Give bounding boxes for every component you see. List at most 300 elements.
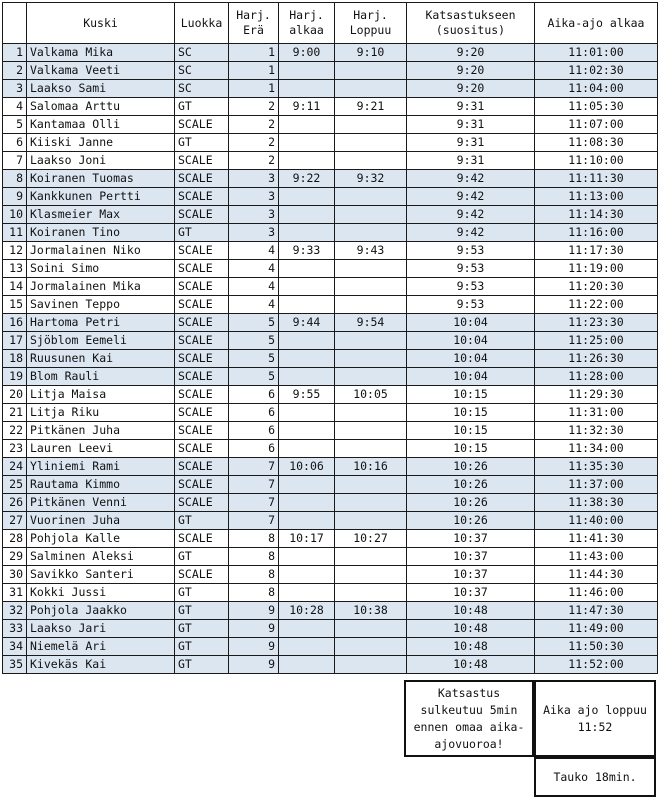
header-row bbox=[3, 3, 658, 44]
table-row bbox=[3, 188, 658, 206]
table-row bbox=[3, 548, 658, 566]
row-number: 3 bbox=[3, 80, 27, 98]
timetrial-start: 11:08:30 bbox=[535, 134, 658, 152]
table-row bbox=[3, 404, 658, 422]
schedule-table bbox=[2, 2, 658, 674]
driver-name: Laakso Jari bbox=[27, 620, 175, 638]
heat-number: 5 bbox=[229, 368, 279, 386]
heat-number: 6 bbox=[229, 440, 279, 458]
timetrial-start: 11:47:30 bbox=[535, 602, 658, 620]
practice-end: 9:10 bbox=[335, 44, 407, 62]
table-row bbox=[3, 584, 658, 602]
inspection-time: 10:04 bbox=[407, 332, 535, 350]
row-number: 11 bbox=[3, 224, 27, 242]
practice-end bbox=[335, 206, 407, 224]
inspection-time: 10:15 bbox=[407, 404, 535, 422]
driver-name: Rautama Kimmo bbox=[27, 476, 175, 494]
timetrial-start: 11:29:30 bbox=[535, 386, 658, 404]
driver-class: GT bbox=[175, 548, 229, 566]
table-row bbox=[3, 260, 658, 278]
table-row bbox=[3, 152, 658, 170]
driver-name: Litja Maisa bbox=[27, 386, 175, 404]
driver-name: Valkama Mika bbox=[27, 44, 175, 62]
driver-class: SCALE bbox=[175, 296, 229, 314]
practice-start bbox=[279, 548, 335, 566]
row-number: 23 bbox=[3, 440, 27, 458]
table-row bbox=[3, 296, 658, 314]
practice-start bbox=[279, 278, 335, 296]
heat-number: 3 bbox=[229, 170, 279, 188]
driver-name: Lauren Leevi bbox=[27, 440, 175, 458]
driver-name: Yliniemi Rami bbox=[27, 458, 175, 476]
practice-end bbox=[335, 620, 407, 638]
practice-end: 10:27 bbox=[335, 530, 407, 548]
inspection-time: 9:53 bbox=[407, 296, 535, 314]
header-timetrial: Aika-ajo alkaa bbox=[535, 3, 658, 44]
practice-end: 9:32 bbox=[335, 170, 407, 188]
driver-name: Salomaa Arttu bbox=[27, 98, 175, 116]
inspection-time: 10:48 bbox=[407, 656, 535, 674]
driver-name: Koiranen Tuomas bbox=[27, 170, 175, 188]
timetrial-start: 11:50:30 bbox=[535, 638, 658, 656]
practice-end bbox=[335, 494, 407, 512]
driver-class: GT bbox=[175, 134, 229, 152]
driver-class: SC bbox=[175, 44, 229, 62]
timetrial-start: 11:13:00 bbox=[535, 188, 658, 206]
driver-class: SCALE bbox=[175, 350, 229, 368]
driver-class: GT bbox=[175, 224, 229, 242]
practice-start bbox=[279, 566, 335, 584]
row-number: 6 bbox=[3, 134, 27, 152]
driver-name: Kankkunen Pertti bbox=[27, 188, 175, 206]
driver-name: Savikko Santeri bbox=[27, 566, 175, 584]
heat-number: 1 bbox=[229, 80, 279, 98]
row-number: 10 bbox=[3, 206, 27, 224]
inspection-time: 9:31 bbox=[407, 98, 535, 116]
heat-number: 4 bbox=[229, 242, 279, 260]
row-number: 7 bbox=[3, 152, 27, 170]
table-row bbox=[3, 512, 658, 530]
driver-name: Kantamaa Olli bbox=[27, 116, 175, 134]
row-number: 2 bbox=[3, 62, 27, 80]
timetrial-start: 11:26:30 bbox=[535, 350, 658, 368]
heat-number: 7 bbox=[229, 458, 279, 476]
timetrial-start: 11:19:00 bbox=[535, 260, 658, 278]
timetrial-start: 11:38:30 bbox=[535, 494, 658, 512]
row-number: 14 bbox=[3, 278, 27, 296]
practice-end bbox=[335, 296, 407, 314]
driver-class: SCALE bbox=[175, 566, 229, 584]
driver-name: Pitkänen Juha bbox=[27, 422, 175, 440]
table-row bbox=[3, 422, 658, 440]
inspection-time: 10:15 bbox=[407, 440, 535, 458]
header-inspection: Katsastukseen (suositus) bbox=[407, 3, 535, 44]
row-number: 5 bbox=[3, 116, 27, 134]
practice-start bbox=[279, 494, 335, 512]
table-row bbox=[3, 62, 658, 80]
row-number: 13 bbox=[3, 260, 27, 278]
heat-number: 9 bbox=[229, 638, 279, 656]
practice-start bbox=[279, 404, 335, 422]
practice-start bbox=[279, 656, 335, 674]
heat-number: 8 bbox=[229, 530, 279, 548]
practice-end: 9:21 bbox=[335, 98, 407, 116]
heat-number: 3 bbox=[229, 224, 279, 242]
practice-start: 9:11 bbox=[279, 98, 335, 116]
practice-start: 9:55 bbox=[279, 386, 335, 404]
row-number: 4 bbox=[3, 98, 27, 116]
driver-name: Kiiski Janne bbox=[27, 134, 175, 152]
inspection-time: 10:26 bbox=[407, 458, 535, 476]
timetrial-start: 11:10:00 bbox=[535, 152, 658, 170]
driver-name: Pohjola Jaakko bbox=[27, 602, 175, 620]
inspection-time: 10:15 bbox=[407, 386, 535, 404]
practice-end bbox=[335, 134, 407, 152]
practice-start: 9:33 bbox=[279, 242, 335, 260]
driver-name: Valkama Veeti bbox=[27, 62, 175, 80]
row-number: 27 bbox=[3, 512, 27, 530]
table-row bbox=[3, 386, 658, 404]
row-number: 15 bbox=[3, 296, 27, 314]
timetrial-start: 11:01:00 bbox=[535, 44, 658, 62]
practice-start bbox=[279, 332, 335, 350]
row-number: 28 bbox=[3, 530, 27, 548]
driver-class: GT bbox=[175, 656, 229, 674]
row-number: 26 bbox=[3, 494, 27, 512]
timetrial-start: 11:34:00 bbox=[535, 440, 658, 458]
inspection-time: 9:53 bbox=[407, 278, 535, 296]
timetrial-start: 11:23:30 bbox=[535, 314, 658, 332]
practice-start bbox=[279, 260, 335, 278]
inspection-note: Katsastus sulkeutuu 5min ennen omaa aika-ajovuoroa! bbox=[404, 680, 534, 757]
practice-start bbox=[279, 476, 335, 494]
practice-start: 10:06 bbox=[279, 458, 335, 476]
table-row bbox=[3, 98, 658, 116]
practice-start bbox=[279, 206, 335, 224]
header-class: Luokka bbox=[175, 3, 229, 44]
inspection-time: 10:26 bbox=[407, 476, 535, 494]
timetrial-start: 11:11:30 bbox=[535, 170, 658, 188]
driver-class: GT bbox=[175, 584, 229, 602]
heat-number: 4 bbox=[229, 296, 279, 314]
inspection-time: 9:31 bbox=[407, 116, 535, 134]
heat-number: 6 bbox=[229, 404, 279, 422]
driver-class: SCALE bbox=[175, 476, 229, 494]
inspection-time: 9:20 bbox=[407, 44, 535, 62]
practice-start: 9:44 bbox=[279, 314, 335, 332]
row-number: 20 bbox=[3, 386, 27, 404]
practice-end bbox=[335, 422, 407, 440]
practice-end bbox=[335, 188, 407, 206]
timetrial-start: 11:16:00 bbox=[535, 224, 658, 242]
practice-start bbox=[279, 422, 335, 440]
practice-start bbox=[279, 296, 335, 314]
driver-class: SCALE bbox=[175, 206, 229, 224]
table-row bbox=[3, 476, 658, 494]
driver-class: SCALE bbox=[175, 494, 229, 512]
row-number: 17 bbox=[3, 332, 27, 350]
heat-number: 7 bbox=[229, 512, 279, 530]
practice-end bbox=[335, 62, 407, 80]
heat-number: 6 bbox=[229, 386, 279, 404]
timetrial-end-note: Aika ajo loppuu 11:52 bbox=[534, 680, 656, 757]
driver-class: GT bbox=[175, 638, 229, 656]
driver-class: SCALE bbox=[175, 458, 229, 476]
table-row bbox=[3, 350, 658, 368]
practice-end bbox=[335, 638, 407, 656]
inspection-time: 9:53 bbox=[407, 260, 535, 278]
heat-number: 8 bbox=[229, 566, 279, 584]
heat-number: 3 bbox=[229, 206, 279, 224]
table-row bbox=[3, 440, 658, 458]
driver-name: Salminen Aleksi bbox=[27, 548, 175, 566]
inspection-time: 10:15 bbox=[407, 422, 535, 440]
practice-start: 9:00 bbox=[279, 44, 335, 62]
practice-end bbox=[335, 116, 407, 134]
driver-class: SCALE bbox=[175, 242, 229, 260]
heat-number: 1 bbox=[229, 44, 279, 62]
heat-number: 5 bbox=[229, 314, 279, 332]
driver-name: Kokki Jussi bbox=[27, 584, 175, 602]
timetrial-start: 11:31:00 bbox=[535, 404, 658, 422]
driver-class: SC bbox=[175, 80, 229, 98]
table-row bbox=[3, 116, 658, 134]
table-row bbox=[3, 242, 658, 260]
heat-number: 6 bbox=[229, 422, 279, 440]
row-number: 32 bbox=[3, 602, 27, 620]
row-number: 9 bbox=[3, 188, 27, 206]
heat-number: 8 bbox=[229, 584, 279, 602]
inspection-time: 9:53 bbox=[407, 242, 535, 260]
inspection-time: 9:31 bbox=[407, 134, 535, 152]
practice-start bbox=[279, 620, 335, 638]
practice-end: 10:16 bbox=[335, 458, 407, 476]
heat-number: 9 bbox=[229, 656, 279, 674]
driver-name: Kivekäs Kai bbox=[27, 656, 175, 674]
timetrial-start: 11:43:00 bbox=[535, 548, 658, 566]
driver-class: GT bbox=[175, 98, 229, 116]
heat-number: 2 bbox=[229, 152, 279, 170]
driver-name: Ruusunen Kai bbox=[27, 350, 175, 368]
inspection-time: 10:48 bbox=[407, 638, 535, 656]
table-row bbox=[3, 332, 658, 350]
table-row bbox=[3, 530, 658, 548]
row-number: 35 bbox=[3, 656, 27, 674]
driver-class: SCALE bbox=[175, 422, 229, 440]
driver-class: SCALE bbox=[175, 314, 229, 332]
heat-number: 2 bbox=[229, 98, 279, 116]
driver-name: Jormalainen Mika bbox=[27, 278, 175, 296]
heat-number: 3 bbox=[229, 188, 279, 206]
driver-class: SCALE bbox=[175, 440, 229, 458]
inspection-time: 10:26 bbox=[407, 494, 535, 512]
practice-end bbox=[335, 152, 407, 170]
inspection-time: 10:04 bbox=[407, 314, 535, 332]
driver-name: Koiranen Tino bbox=[27, 224, 175, 242]
row-number: 8 bbox=[3, 170, 27, 188]
timetrial-start: 11:02:30 bbox=[535, 62, 658, 80]
heat-number: 2 bbox=[229, 134, 279, 152]
driver-class: SCALE bbox=[175, 152, 229, 170]
driver-name: Jormalainen Niko bbox=[27, 242, 175, 260]
practice-start bbox=[279, 368, 335, 386]
header-heat: Harj. Erä bbox=[229, 3, 279, 44]
driver-class: SCALE bbox=[175, 332, 229, 350]
practice-end bbox=[335, 224, 407, 242]
row-number: 34 bbox=[3, 638, 27, 656]
row-number: 29 bbox=[3, 548, 27, 566]
driver-class: SCALE bbox=[175, 368, 229, 386]
heat-number: 5 bbox=[229, 332, 279, 350]
inspection-time: 10:37 bbox=[407, 566, 535, 584]
driver-class: SCALE bbox=[175, 260, 229, 278]
inspection-time: 10:48 bbox=[407, 602, 535, 620]
practice-end bbox=[335, 584, 407, 602]
header-practice-start: Harj. alkaa bbox=[279, 3, 335, 44]
pause-note: Tauko 18min. bbox=[534, 757, 656, 797]
heat-number: 8 bbox=[229, 548, 279, 566]
inspection-time: 9:42 bbox=[407, 188, 535, 206]
driver-class: GT bbox=[175, 512, 229, 530]
table-row bbox=[3, 602, 658, 620]
table-row bbox=[3, 656, 658, 674]
inspection-time: 9:42 bbox=[407, 206, 535, 224]
row-number: 18 bbox=[3, 350, 27, 368]
table-row bbox=[3, 314, 658, 332]
table-row bbox=[3, 134, 658, 152]
driver-name: Klasmeier Max bbox=[27, 206, 175, 224]
driver-class: SC bbox=[175, 62, 229, 80]
driver-class: SCALE bbox=[175, 278, 229, 296]
driver-name: Vuorinen Juha bbox=[27, 512, 175, 530]
timetrial-start: 11:35:30 bbox=[535, 458, 658, 476]
timetrial-start: 11:46:00 bbox=[535, 584, 658, 602]
practice-start bbox=[279, 134, 335, 152]
table-row bbox=[3, 224, 658, 242]
driver-name: Niemelä Ari bbox=[27, 638, 175, 656]
practice-end bbox=[335, 656, 407, 674]
practice-end: 10:38 bbox=[335, 602, 407, 620]
timetrial-start: 11:05:30 bbox=[535, 98, 658, 116]
practice-start bbox=[279, 80, 335, 98]
inspection-time: 9:42 bbox=[407, 170, 535, 188]
practice-end bbox=[335, 80, 407, 98]
heat-number: 7 bbox=[229, 476, 279, 494]
practice-end: 9:43 bbox=[335, 242, 407, 260]
timetrial-start: 11:32:30 bbox=[535, 422, 658, 440]
inspection-time: 10:37 bbox=[407, 584, 535, 602]
table-row bbox=[3, 620, 658, 638]
driver-class: SCALE bbox=[175, 116, 229, 134]
row-number: 33 bbox=[3, 620, 27, 638]
practice-end bbox=[335, 566, 407, 584]
practice-start bbox=[279, 638, 335, 656]
practice-start bbox=[279, 350, 335, 368]
driver-name: Sjöblom Eemeli bbox=[27, 332, 175, 350]
driver-class: SCALE bbox=[175, 188, 229, 206]
heat-number: 4 bbox=[229, 278, 279, 296]
practice-end bbox=[335, 368, 407, 386]
inspection-time: 10:04 bbox=[407, 350, 535, 368]
table-row bbox=[3, 80, 658, 98]
heat-number: 5 bbox=[229, 350, 279, 368]
driver-name: Pohjola Kalle bbox=[27, 530, 175, 548]
inspection-time: 9:31 bbox=[407, 152, 535, 170]
driver-class: SCALE bbox=[175, 530, 229, 548]
timetrial-start: 11:52:00 bbox=[535, 656, 658, 674]
driver-class: SCALE bbox=[175, 404, 229, 422]
practice-start bbox=[279, 116, 335, 134]
row-number: 30 bbox=[3, 566, 27, 584]
driver-name: Savinen Teppo bbox=[27, 296, 175, 314]
practice-end: 9:54 bbox=[335, 314, 407, 332]
heat-number: 9 bbox=[229, 620, 279, 638]
table-row bbox=[3, 44, 658, 62]
table-row bbox=[3, 206, 658, 224]
driver-name: Blom Rauli bbox=[27, 368, 175, 386]
table-row bbox=[3, 566, 658, 584]
practice-start: 9:22 bbox=[279, 170, 335, 188]
timetrial-start: 11:17:30 bbox=[535, 242, 658, 260]
driver-name: Laakso Joni bbox=[27, 152, 175, 170]
heat-number: 1 bbox=[229, 62, 279, 80]
timetrial-start: 11:25:00 bbox=[535, 332, 658, 350]
practice-end bbox=[335, 260, 407, 278]
header-driver: Kuski bbox=[27, 3, 175, 44]
table-row bbox=[3, 638, 658, 656]
practice-end bbox=[335, 440, 407, 458]
practice-start bbox=[279, 224, 335, 242]
row-number: 31 bbox=[3, 584, 27, 602]
header-num bbox=[3, 3, 27, 44]
practice-end bbox=[335, 350, 407, 368]
row-number: 19 bbox=[3, 368, 27, 386]
timetrial-start: 11:07:00 bbox=[535, 116, 658, 134]
practice-end bbox=[335, 278, 407, 296]
driver-name: Pitkänen Venni bbox=[27, 494, 175, 512]
row-number: 22 bbox=[3, 422, 27, 440]
practice-start: 10:17 bbox=[279, 530, 335, 548]
inspection-time: 10:04 bbox=[407, 368, 535, 386]
practice-end bbox=[335, 476, 407, 494]
timetrial-start: 11:37:00 bbox=[535, 476, 658, 494]
heat-number: 2 bbox=[229, 116, 279, 134]
timetrial-start: 11:04:00 bbox=[535, 80, 658, 98]
practice-start bbox=[279, 62, 335, 80]
driver-name: Soini Simo bbox=[27, 260, 175, 278]
row-number: 16 bbox=[3, 314, 27, 332]
table-row bbox=[3, 458, 658, 476]
practice-end bbox=[335, 548, 407, 566]
inspection-time: 9:20 bbox=[407, 80, 535, 98]
driver-name: Laakso Sami bbox=[27, 80, 175, 98]
row-number: 1 bbox=[3, 44, 27, 62]
header-practice-end: Harj. Loppuu bbox=[335, 3, 407, 44]
timetrial-start: 11:49:00 bbox=[535, 620, 658, 638]
heat-number: 4 bbox=[229, 260, 279, 278]
inspection-time: 10:37 bbox=[407, 548, 535, 566]
driver-class: GT bbox=[175, 620, 229, 638]
row-number: 12 bbox=[3, 242, 27, 260]
timetrial-start: 11:44:30 bbox=[535, 566, 658, 584]
inspection-time: 10:37 bbox=[407, 530, 535, 548]
driver-class: GT bbox=[175, 602, 229, 620]
practice-start: 10:28 bbox=[279, 602, 335, 620]
driver-class: SCALE bbox=[175, 386, 229, 404]
inspection-time: 10:26 bbox=[407, 512, 535, 530]
practice-start bbox=[279, 512, 335, 530]
timetrial-start: 11:28:00 bbox=[535, 368, 658, 386]
